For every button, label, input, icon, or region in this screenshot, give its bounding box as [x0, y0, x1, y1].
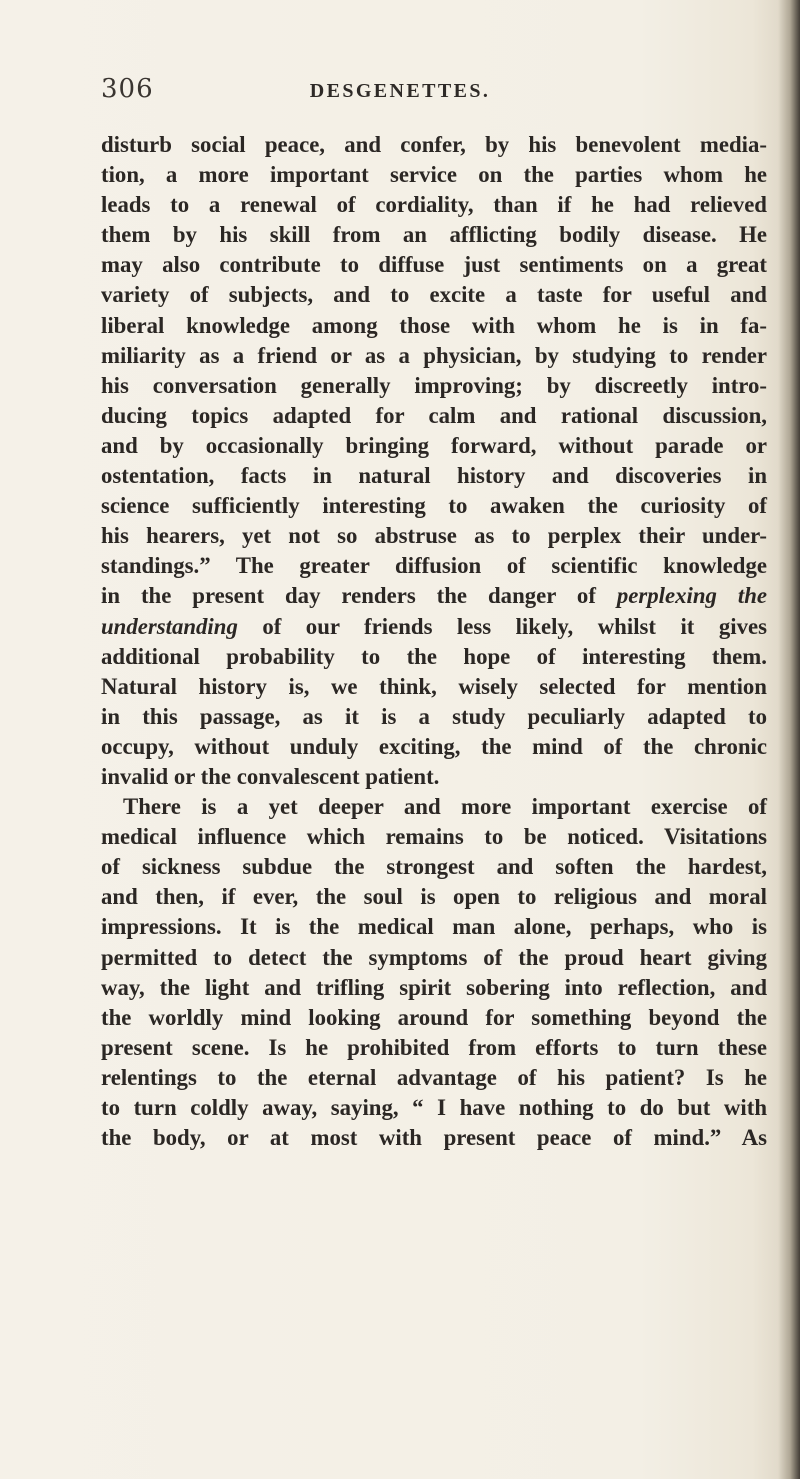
text-line: the body, or at most with present peace of mind.” As: [101, 1125, 767, 1151]
text-line: leads to a renewal of cordiality, than if he had relieved: [101, 192, 767, 218]
text-line: the worldly mind looking around for something beyond the: [101, 1004, 767, 1030]
text-line: his hearers, yet not so abstruse as to perplex their under-: [101, 523, 767, 549]
text-line-mixed: [101, 612, 767, 642]
text-line: There is a yet deeper and more important exercise of: [123, 794, 767, 820]
text-line: of sickness subdue the strongest and soften the hardest,: [101, 854, 767, 880]
text-line: and then, if ever, the soul is open to religious and moral: [101, 884, 767, 910]
text-line: way, the light and trifling spirit sobering into reflection, and: [101, 974, 767, 1000]
text-line: science sufficiently interesting to awaken the curiosity of: [101, 493, 767, 519]
text-line: and by occasionally bringing forward, without parade or: [101, 432, 767, 458]
text-line: permitted to detect the symptoms of the proud heart giving: [101, 944, 767, 970]
text-line: present scene. Is he prohibited from efforts to turn these: [101, 1034, 767, 1060]
text-line: invalid or the convalescent patient.: [101, 763, 440, 789]
text-line: miliarity as a friend or as a physician, by studying to render: [101, 342, 767, 368]
text-line: impressions. It is the medical man alone, perhaps, who is: [101, 914, 767, 940]
text-line: ostentation, facts in natural history and discoveries in: [101, 463, 767, 489]
text-line: variety of subjects, and to excite a taste for useful and: [101, 282, 767, 308]
text-line: relentings to the eternal advantage of his patient? Is he: [101, 1064, 767, 1090]
text-line: in this passage, as it is a study peculiarly adapted to: [101, 703, 767, 729]
text-line: to turn coldly away, saying, “ I have nothing to do but with: [101, 1095, 767, 1120]
text-line: standings.” The greater diffusion of scientific knowledge: [101, 553, 767, 579]
page-header: [0, 72, 800, 122]
text-line: liberal knowledge among those with whom he is in fa-: [101, 312, 767, 338]
text-line-mixed: [101, 581, 767, 611]
text-line: may also contribute to diffuse just sentiments on a great: [101, 252, 767, 278]
italic-run: understanding: [101, 613, 238, 639]
text-line: them by his skill from an afflicting bodily disease. He: [101, 222, 767, 248]
page-gutter-shadow: [778, 0, 800, 1479]
text-run: in the present day renders the danger of: [101, 583, 596, 609]
text-line: disturb social peace, and confer, by his benevolent media-: [101, 132, 767, 157]
italic-run: perplexing the: [616, 583, 767, 609]
text-line: additional probability to the hope of interesting them.: [101, 643, 767, 669]
text-line: his conversation generally improving; by discreetly intro-: [101, 372, 767, 398]
page-number: 306: [101, 74, 154, 104]
text-line: ducing topics adapted for calm and rational discussion,: [101, 402, 767, 428]
running-head: DESGENETTES.: [309, 80, 491, 102]
text-line: medical influence which remains to be noticed. Visitations: [101, 824, 767, 850]
text-line: Natural history is, we think, wisely selected for mention: [101, 673, 767, 699]
body-text: [101, 130, 767, 1153]
text-run: of our friends less likely, whilst it gives: [262, 613, 767, 639]
text-line: occupy, without unduly exciting, the mind of the chronic: [101, 733, 767, 759]
text-line: tion, a more important service on the parties whom he: [101, 162, 767, 188]
